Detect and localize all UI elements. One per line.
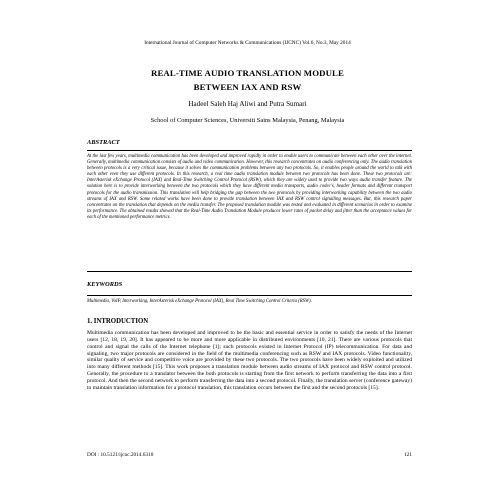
abstract-divider: [87, 150, 412, 151]
abstract-heading: ABSTRACT: [87, 139, 120, 146]
keywords-top-divider: [87, 271, 412, 272]
paper-title: [0, 66, 495, 94]
authors: Hadeel Saleh Haj Aliwi and Putra Sumari: [188, 100, 307, 108]
title-line-2: BETWEEN IAX AND RSW: [193, 82, 302, 92]
keywords-divider: [87, 295, 412, 296]
introduction-text: Multimedia communication has been developed and improved to be the basic and essential service in order to satisfy the needs of the Internet users [12, 18, 19, 20]. It has appeared to be more and more applicable in distributed environments [10, 21]. There are various protocols that control and signal the calls of the Internet telephone [1]; such protocols existed in Internet Protocol (IP) telecommunication. For data and signaling, two major protocols are considered in the field of the multimedia conferencing such as RSW and IAX protocols. Video functionality, similar quality of service and competitive voice are provided by these two protocols. The two protocols have been widely exploited and utilized into many different methods [15]. This work proposes a translation module between audio streams of IAX protocol and RSW control protocol. Generally, the procedure to a translator between the both protocols is starting from the first network to perform transferring the data into a first protocol. And then the second network to perform transferring the data into a second protocol. Finally, the translation server (conference gateway) to maintain translation information for a protocol translation, this translation occurs between the first and the second protocols [15].: [87, 330, 412, 391]
affiliation: School of Computer Sciences, Universiti Sains Malaysia, Penang, Malaysia: [150, 117, 345, 124]
keywords-heading: KEYWORDS: [87, 281, 123, 288]
keywords-text: Multimedia, VoIP, Interworking, InterAsterisk eXchange Protocol (IAX), Real Time Switching Control Criteria (RSW).: [87, 299, 312, 304]
title-line-1: REAL-TIME AUDIO TRANSLATION MODULE: [151, 68, 344, 78]
introduction-heading: 1. INTRODUCTION: [87, 318, 149, 325]
journal-header: International Journal of Computer Networks & Communications (IJCNC) Vol.6, No.3, May 2014: [144, 40, 351, 46]
page-number: 121: [404, 452, 412, 458]
footer-doi: DOI : 10.5121/ijcnc.2014.6310: [87, 452, 154, 458]
abstract-text: At the last few years, multimedia communication has been developed and improved rapidly in order to enable users to communicate between each other over the internet. Generally, multimedia communication consists of audio and video communication. However, this research concentrates on audio conferencing only. The audio translation between protocols is a very critical issue, because it solves the communication problems between any two protocols. So, it enables people around the world to talk with each other even they use different protocols. In this research, a real time audio translation module between two protocols has been done. These two protocols are: InterAsterisk eXchange Protocol (IAX) and Real-Time Switching Control Protocol (RSW), which they are widely used to provide two ways audio transfer feature. The solution here is to provide interworking between the two protocols which they have different media transports, audio codec's, header formats and different transport protocols for the audio transmission. This translation will help bridging the gap between the two protocols by providing interworking capability between the two audio streams of IAX and RSW. Some related works have been done to provide translation between IAX and RSW control signalling messages. But, this research paper concentrates on the translation that depends on the media transfer. The proposed translation module was tested and evaluated in different scenarios in order to examine its performance. The obtained results showed that the Real-Time Audio Translation Module produces lower rates of packet delay and jitter than the acceptance values for each of the mentioned performance metrics.: [87, 154, 412, 220]
